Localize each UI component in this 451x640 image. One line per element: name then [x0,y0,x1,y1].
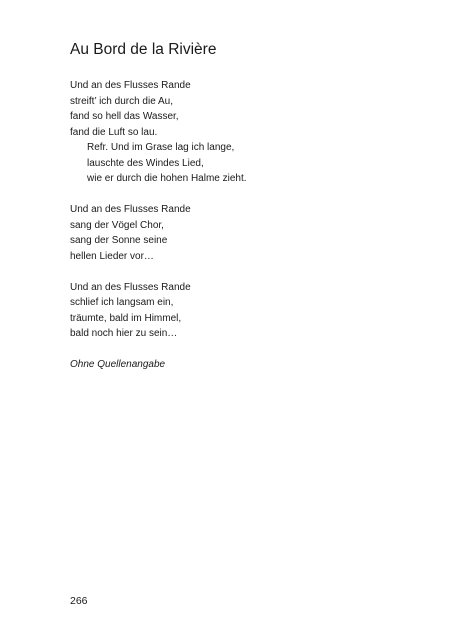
stanza [70,202,410,264]
poem-line: Und an des Flusses Rande [70,80,191,91]
stanza [70,280,410,342]
poem-line: bald noch hier zu sein… [70,328,178,339]
poem-line: hellen Lieder vor… [70,250,154,262]
page-number: 266 [70,595,88,607]
poem-line: träumte, bald im Himmel, [70,312,182,324]
poem-body [70,78,410,373]
stanza-list [70,78,410,342]
page-title: Au Bord de la Rivière [70,41,217,58]
stanza [70,78,410,187]
poem-line-refrain: Refr. Und im Grase lag ich lange, [87,142,235,153]
poem-line: fand so hell das Wasser, [70,111,179,122]
poem-line: streift’ ich durch die Au, [70,95,174,107]
poem-line-refrain: lauschte des Windes Lied, [87,157,204,169]
poem-line: Und an des Flusses Rande [70,204,191,215]
poem-line: schlief ich langsam ein, [70,297,174,308]
source-note: Ohne Quellenangabe [70,359,166,370]
poem-line: sang der Sonne seine [70,235,168,246]
poem-line-refrain: wie er durch die hohen Halme zieht. [87,173,247,184]
poem-line: sang der Vögel Chor, [70,219,164,231]
poem-line: fand die Luft so lau. [70,126,158,138]
poem-line: Und an des Flusses Rande [70,281,191,293]
